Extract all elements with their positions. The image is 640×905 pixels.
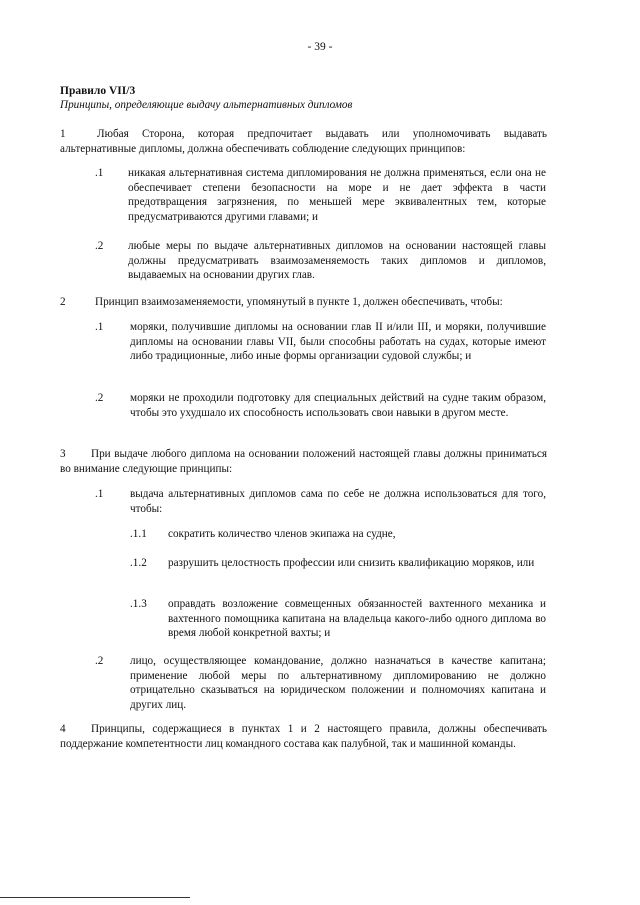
item-text: лицо, осуществляющее командование, должно назначаться в качестве капитана; применение любой меры по альтернативному дипломированию не должно отрицательно сказываться на юридическом положении и полномочиях капитана и других лиц. xyxy=(130,655,546,711)
paragraph-number: 3 xyxy=(60,448,66,460)
paragraph-text: Принцип взаимозаменяемости, упомянутый в пункте 1, должен обеспечивать, чтобы: xyxy=(95,296,503,308)
rule-subtitle: Принципы, определяющие выдачу альтернативных дипломов xyxy=(60,99,353,111)
subitem-number: .1.1 xyxy=(130,528,147,540)
item-text: моряки не проходили подготовку для специальных действий на судне таким образом, чтобы это ухудшало их способность использовать свои навыки в другом месте. xyxy=(130,392,546,419)
subitem-text: разрушить целостность профессии или снизить квалификацию моряков, или xyxy=(168,557,535,569)
item-text: любые меры по выдаче альтернативных дипломов на основании настоящей главы должны предусматривать взаимозаменяемость таких дипломов и дипломов, выдаваемых на основании других глав. xyxy=(128,240,546,282)
item-number: .1 xyxy=(95,488,104,500)
page-number: - 39 - xyxy=(307,41,333,53)
subitem-text: сократить количество членов экипажа на судне, xyxy=(168,528,396,540)
subitem-number: .1.2 xyxy=(130,557,147,569)
item-number: .2 xyxy=(95,655,104,667)
paragraph-text: Принципы, содержащиеся в пунктах 1 и 2 настоящего правила, должны обеспечивать поддержание компетентности лиц командного состава как палубной, так и машинной команды. xyxy=(60,723,547,750)
item-text: выдача альтернативных дипломов сама по себе не должна использоваться для того, чтобы: xyxy=(130,488,546,515)
paragraph-text: При выдаче любого диплома на основании положений настоящей главы должны приниматься во внимание следующие принципы: xyxy=(60,448,547,475)
paragraph-number: 1 xyxy=(60,128,66,140)
item-number: .2 xyxy=(95,392,104,404)
subitem-number: .1.3 xyxy=(130,598,147,610)
paragraph-number: 4 xyxy=(60,723,66,735)
item-number: .2 xyxy=(95,240,104,252)
rule-title: Правило VII/3 xyxy=(60,85,136,97)
item-number: .1 xyxy=(95,167,104,179)
paragraph-number: 2 xyxy=(60,296,66,308)
subitem-text: оправдать возложение совмещенных обязанностей вахтенного механика и вахтенного помощника капитана на владельца какого-либо одного диплома во время любой конкретной вахты; и xyxy=(168,598,546,640)
item-number: .1 xyxy=(95,321,104,333)
item-text: никакая альтернативная система дипломирования не должна применяться, если она не обеспечивает степени безопасности на море и не дает эффекта в части предотвращения загрязнения, по меньшей мере эквивалентных тем, которые предусматриваются другими главами; и xyxy=(128,167,546,223)
item-text: моряки, получившие дипломы на основании глав II и/или III, и моряки, получившие дипломы на основании главы VII, были способны работать на судах, которые имеют либо традиционные, либо иные формы организации судовой службы; и xyxy=(130,321,546,363)
footnote-separator xyxy=(0,897,190,898)
paragraph-text: Любая Сторона, которая предпочитает выдавать или уполномочивать выдавать альтернативные дипломы, должна обеспечивать соблюдение следующих принципов: xyxy=(60,128,547,155)
